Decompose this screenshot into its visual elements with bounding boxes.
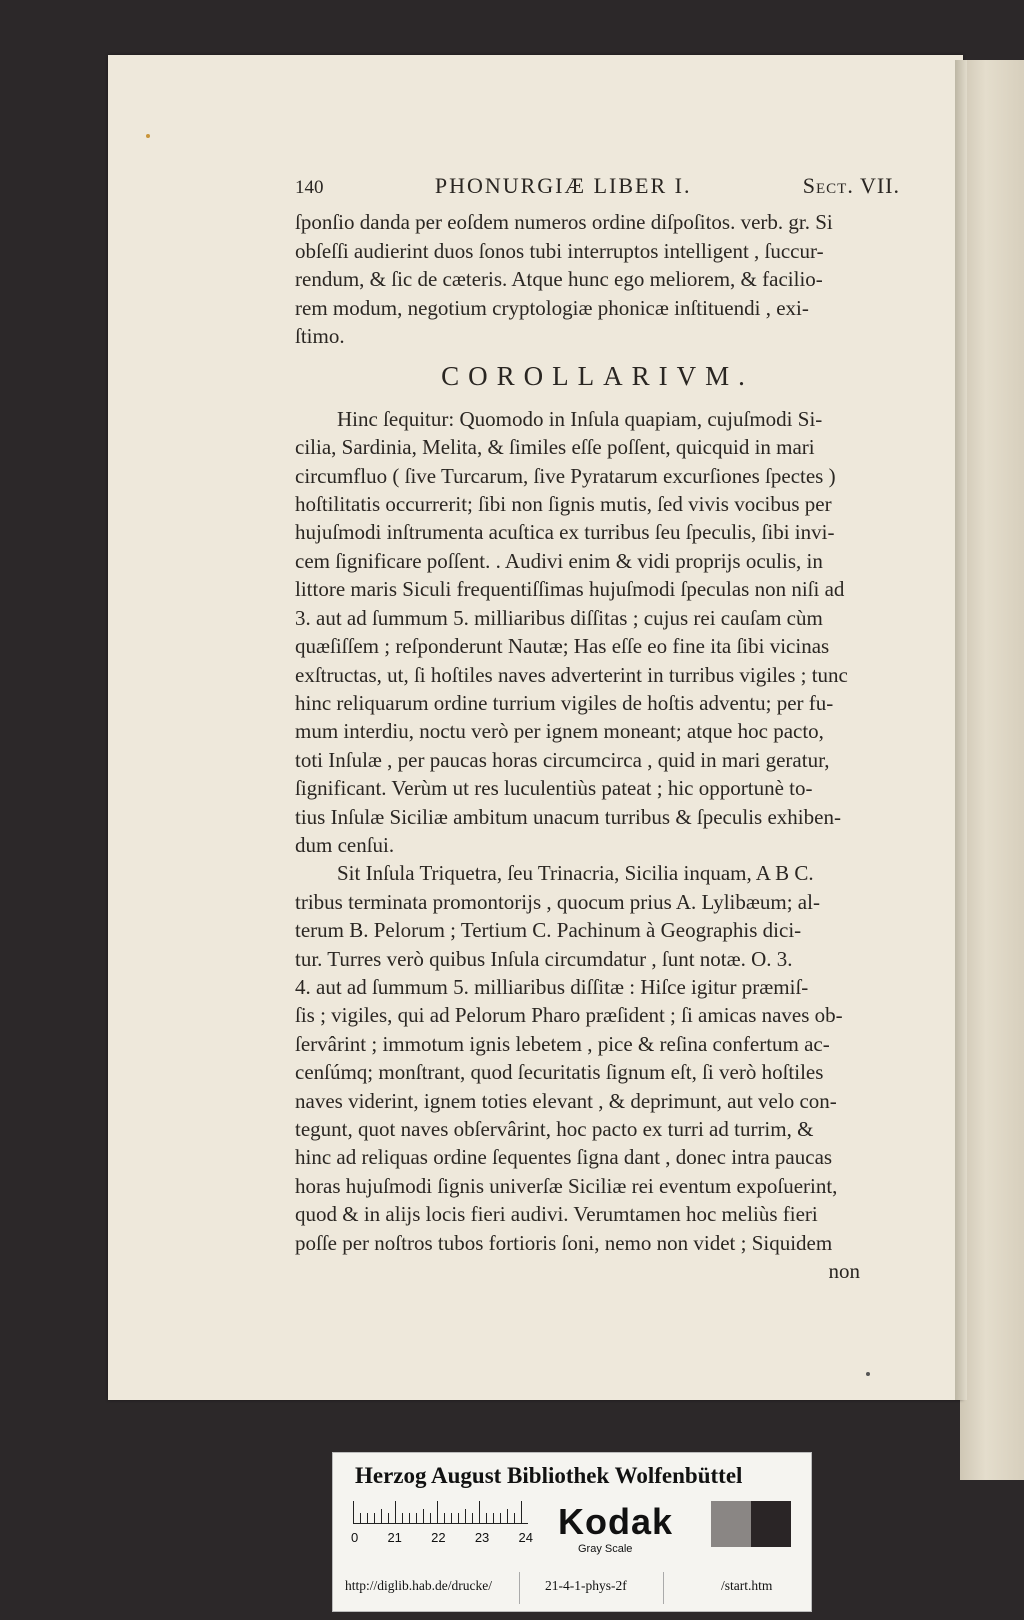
text-line: ſervârint ; immotum ignis lebetem , pice & reſina confertum ac- bbox=[295, 1031, 830, 1056]
page-gutter bbox=[955, 60, 967, 1400]
text-line: tur. Turres verò quibus Inſula circumdatur , ſunt notæ. O. 3. bbox=[295, 946, 793, 971]
text-line: quæſiſſem ; reſponderunt Nautæ; Has eſſe eo fine ita ſibi vicinas bbox=[295, 634, 830, 659]
text-line: rem modum, negotium cryptologiæ phonicæ inſtituendi , exi- bbox=[295, 295, 809, 320]
text-line: hinc reliquarum ordine turrium vigiles de hoſtis adventu; per fu- bbox=[295, 690, 834, 715]
dark-swatch bbox=[751, 1501, 791, 1547]
stain-mark bbox=[146, 134, 150, 138]
catchword: non bbox=[828, 1259, 860, 1284]
intro-paragraph bbox=[295, 208, 900, 350]
text-line: littore maris Siculi frequentiſſimas hujuſmodi ſpeculas non niſi ad bbox=[295, 577, 845, 602]
text-line: exſtructas, ut, ſi hoſtiles naves adverterint in turribus vigiles ; tunc bbox=[295, 662, 848, 687]
shelfmark-text: 21-4-1-phys-2f bbox=[545, 1578, 627, 1593]
running-title: PHONURGIÆ LIBER I. bbox=[434, 173, 692, 198]
text-line: tribus terminata promontorijs , quocum prius A. Lylibæum; al- bbox=[295, 889, 820, 914]
scale-numbers bbox=[351, 1530, 533, 1545]
scale-number: 0 bbox=[351, 1530, 359, 1545]
section-label: Sect. VII. bbox=[802, 173, 900, 198]
text-line: hinc ad reliquas ordine ſequentes ſigna dant , donec intra paucas bbox=[295, 1145, 833, 1170]
text-line: 3. aut ad ſummum 5. milliaribus diſſitas ; cujus rei cauſam cùm bbox=[295, 605, 823, 630]
running-header bbox=[295, 172, 900, 202]
gray-scale-label: Gray Scale bbox=[578, 1543, 633, 1555]
scale-ruler bbox=[353, 1501, 528, 1524]
text-line: horas hujuſmodi ſignis univerſæ Siciliæ rei eventum expoſuerint, bbox=[295, 1173, 838, 1198]
text-line: obſeſſi audierint duos ſonos tubi interruptos intelligent , ſuccur- bbox=[295, 238, 824, 263]
scale-number: 24 bbox=[518, 1530, 533, 1545]
text-line: cilia, Sardinia, Melita, & ſimiles eſſe poſſent, quicquid in mari bbox=[295, 435, 815, 460]
start-text: /start.htm bbox=[721, 1578, 773, 1593]
text-line: toti Inſulæ , per paucas horas circumcirca , quid in mari geratur, bbox=[295, 747, 830, 772]
url-text: http://diglib.hab.de/drucke/ bbox=[345, 1578, 492, 1593]
gray-swatch bbox=[711, 1501, 751, 1547]
section-heading: COROLLARIVM. bbox=[441, 361, 754, 392]
adjacent-page-edge bbox=[960, 60, 1024, 1480]
text-line: ſignificant. Verùm ut res luculentiùs pateat ; hic opportunè to- bbox=[295, 776, 813, 801]
color-target bbox=[332, 1452, 812, 1612]
text-line: mum interdiu, noctu verò per ignem moneant; atque hoc pacto, bbox=[295, 719, 824, 744]
text-line: dum cenſui. bbox=[295, 832, 395, 857]
text-line: rendum, & ſic de cæteris. Atque hunc ego meliorem, & facilio- bbox=[295, 267, 823, 292]
paragraph-1 bbox=[295, 405, 900, 860]
text-line: Hinc ſequitur: Quomodo in Inſula quapiam, cujuſmodi Si- bbox=[337, 406, 823, 431]
stain-mark bbox=[866, 1372, 870, 1376]
text-line: 4. aut ad ſummum 5. milliaribus diſſitæ : Hiſce igitur præmiſ- bbox=[295, 974, 809, 999]
scale-number: 21 bbox=[387, 1530, 402, 1545]
page-number: 140 bbox=[295, 177, 324, 198]
text-line: hujuſmodi inſtrumenta acuſtica ex turribus ſeu ſpeculis, ſibi invi- bbox=[295, 520, 835, 545]
text-column bbox=[295, 172, 900, 1285]
scale-number: 23 bbox=[474, 1530, 490, 1545]
text-line: tius Inſulæ Siciliæ ambitum unacum turribus & ſpeculis exhiben- bbox=[295, 804, 841, 829]
text-line: terum B. Pelorum ; Tertium C. Pachinum à Geographis dici- bbox=[295, 918, 802, 943]
paragraph-2 bbox=[295, 859, 900, 1257]
text-line: quod & in alijs locis fieri audivi. Verumtamen hoc meliùs fieri bbox=[295, 1202, 818, 1227]
scale-number: 22 bbox=[431, 1530, 446, 1545]
text-line: Sit Inſula Triquetra, ſeu Trinacria, Sicilia inquam, A B C. bbox=[337, 861, 814, 886]
text-line: circumfluo ( ſive Turcarum, ſive Pyratarum excurſiones ſpectes ) bbox=[295, 463, 836, 488]
text-line: hoſtilitatis occurrerit; ſibi non ſignis mutis, ſed vivis vocibus per bbox=[295, 492, 832, 517]
text-line: naves viderint, ignem toties elevant , & deprimunt, aut velo con- bbox=[295, 1088, 837, 1113]
text-line: ſis ; vigiles, qui ad Pelorum Pharo præſident ; ſi amicas naves ob- bbox=[295, 1003, 843, 1028]
target-url-row bbox=[333, 1566, 811, 1610]
text-line: cenſúmq; monſtrant, quod ſecuritatis ſignum eſt, ſi verò hoſtiles bbox=[295, 1060, 824, 1085]
text-line: ſtimo. bbox=[295, 324, 345, 349]
text-line: ſponſio danda per eoſdem numeros ordine diſpoſitos. verb. gr. Si bbox=[295, 210, 833, 235]
text-line: tegunt, quot naves obſervârint, hoc pacto ex turri ad turrim, & bbox=[295, 1117, 814, 1141]
text-line: cem ſignificare poſſent. . Audivi enim & vidi proprijs oculis, in bbox=[295, 548, 823, 573]
text-line: poſſe per noſtros tubos fortioris ſoni, nemo non videt ; Siquidem bbox=[295, 1230, 833, 1255]
library-name: Herzog August Bibliothek Wolfenbüttel bbox=[355, 1463, 743, 1488]
kodak-logo: Kodak bbox=[558, 1501, 674, 1542]
